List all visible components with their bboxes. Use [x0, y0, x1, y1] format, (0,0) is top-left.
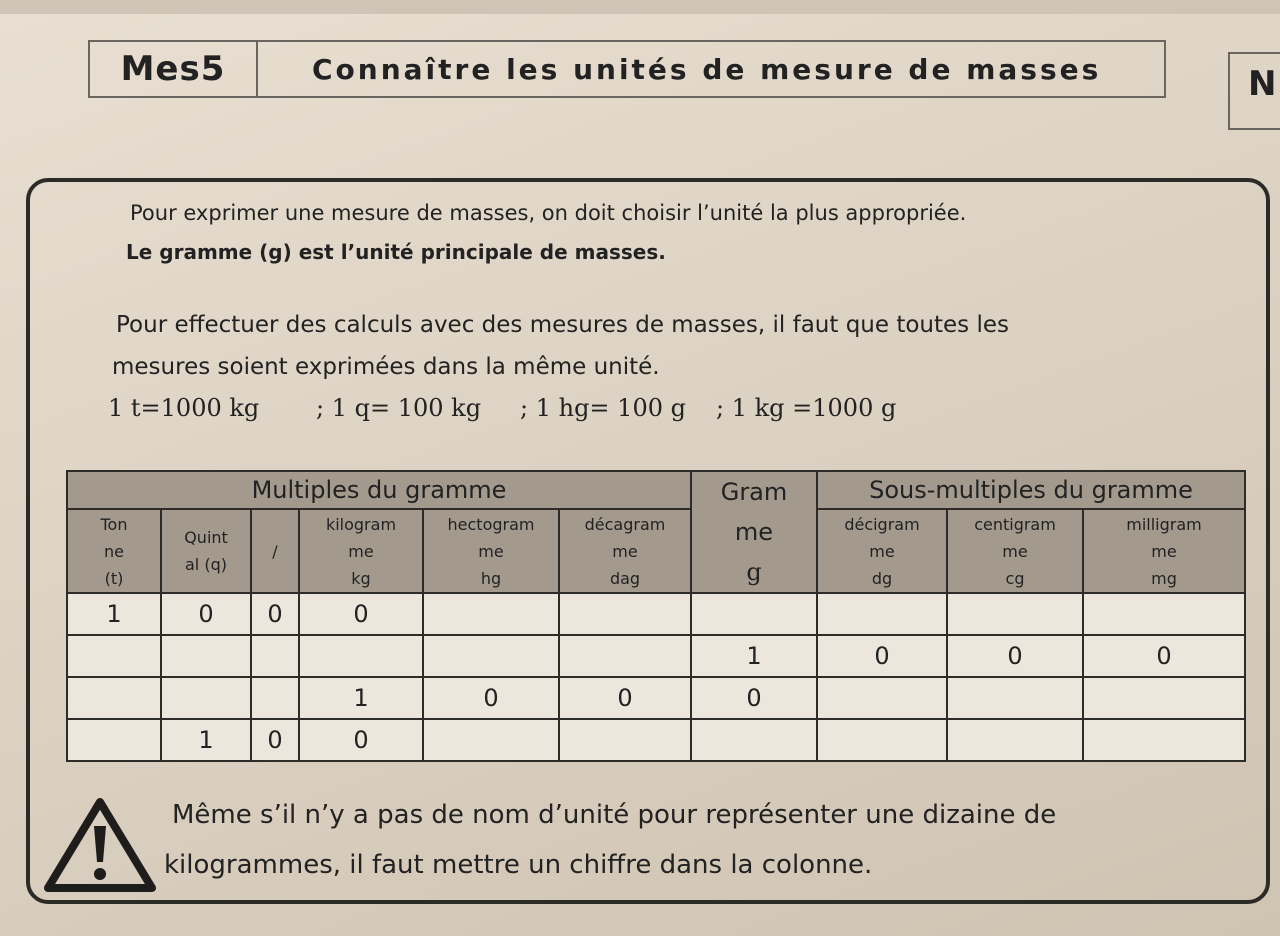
table-cell: 0 — [251, 593, 299, 635]
table-cell — [161, 635, 251, 677]
table-cell — [947, 677, 1083, 719]
table-cell — [251, 677, 299, 719]
conversion-table — [66, 470, 1246, 762]
table-cell — [947, 593, 1083, 635]
gram-header — [691, 471, 817, 593]
table-cell — [423, 719, 559, 761]
table-row — [67, 677, 1245, 719]
unit-decagram: décagram me dag — [559, 509, 691, 593]
table-cell: 0 — [691, 677, 817, 719]
group-header-row — [67, 471, 1245, 509]
unit-decigram: décigram me dg — [817, 509, 947, 593]
lesson-title: Connaître les unités de mesure de masses — [312, 52, 1102, 86]
table-cell — [1083, 719, 1245, 761]
table-cell: 0 — [1083, 635, 1245, 677]
unit-tonne: Ton ne (t) — [67, 509, 161, 593]
table-cell — [251, 635, 299, 677]
table-cell — [299, 635, 423, 677]
table-cell — [423, 635, 559, 677]
intro-line-1: Pour exprimer une mesure de masses, on doit choisir l’unité la plus appropriée. — [130, 201, 967, 225]
table-cell: 0 — [559, 677, 691, 719]
group-multiples: Multiples du gramme — [67, 471, 691, 509]
table-cell — [423, 593, 559, 635]
table-cell: 0 — [161, 593, 251, 635]
table-cell — [817, 677, 947, 719]
gram-label-3: g — [746, 558, 762, 586]
table-cell: 0 — [423, 677, 559, 719]
intro-line-3: Pour effectuer des calculs avec des mesures de masses, il faut que toutes les — [116, 312, 1009, 338]
table-row — [67, 719, 1245, 761]
table-cell — [1083, 593, 1245, 635]
table-cell — [1083, 677, 1245, 719]
equivalence-2: ; 1 q= 100 kg — [316, 394, 482, 422]
table-cell: 1 — [161, 719, 251, 761]
equivalence-3: ; 1 hg= 100 g — [520, 394, 686, 422]
unit-quintal: Quint al (q) — [161, 509, 251, 593]
table-cell: 0 — [299, 719, 423, 761]
lesson-code: Mes5 — [90, 42, 258, 96]
table-cell: 1 — [299, 677, 423, 719]
unit-hectogram: hectogram me hg — [423, 509, 559, 593]
group-submultiples: Sous-multiples du gramme — [817, 471, 1245, 509]
warning-triangle-icon — [42, 794, 158, 896]
table-cell: 1 — [67, 593, 161, 635]
table-cell — [691, 719, 817, 761]
unit-milligram: milligram me mg — [1083, 509, 1245, 593]
table-cell — [817, 719, 947, 761]
table-cell — [161, 677, 251, 719]
table-cell — [691, 593, 817, 635]
table-cell — [67, 677, 161, 719]
table-row — [67, 593, 1245, 635]
equivalence-4: ; 1 kg =1000 g — [716, 394, 897, 422]
table-cell — [947, 719, 1083, 761]
warning-line-2: kilogrammes, il faut mettre un chiffre dans la colonne. — [164, 850, 873, 880]
warning-line-1: Même s’il n’y a pas de nom d’unité pour représenter une dizaine de — [172, 800, 1057, 830]
intro-line-2: Le gramme (g) est l’unité principale de masses. — [126, 240, 666, 264]
table-cell: 0 — [817, 635, 947, 677]
table-cell: 1 — [691, 635, 817, 677]
table-cell: 0 — [299, 593, 423, 635]
table-cell — [559, 719, 691, 761]
unit-ten-kg: / — [251, 509, 299, 593]
table-cell — [67, 635, 161, 677]
unit-header-row — [67, 509, 1245, 593]
gram-label-1: Gram — [720, 478, 788, 506]
table-cell: 0 — [947, 635, 1083, 677]
equivalence-1: 1 t=1000 kg — [108, 394, 260, 422]
table-cell — [559, 593, 691, 635]
unit-kilogram: kilogram me kg — [299, 509, 423, 593]
gram-label-2: me — [734, 518, 774, 546]
lesson-header — [88, 40, 1166, 98]
table-cell — [817, 593, 947, 635]
side-box: N — [1228, 52, 1280, 130]
unit-centigram: centigram me cg — [947, 509, 1083, 593]
table-cell — [559, 635, 691, 677]
intro-line-4: mesures soient exprimées dans la même unité. — [112, 354, 660, 380]
table-cell — [67, 719, 161, 761]
table-cell: 0 — [251, 719, 299, 761]
table-row — [67, 635, 1245, 677]
page-top-edge — [0, 0, 1280, 14]
